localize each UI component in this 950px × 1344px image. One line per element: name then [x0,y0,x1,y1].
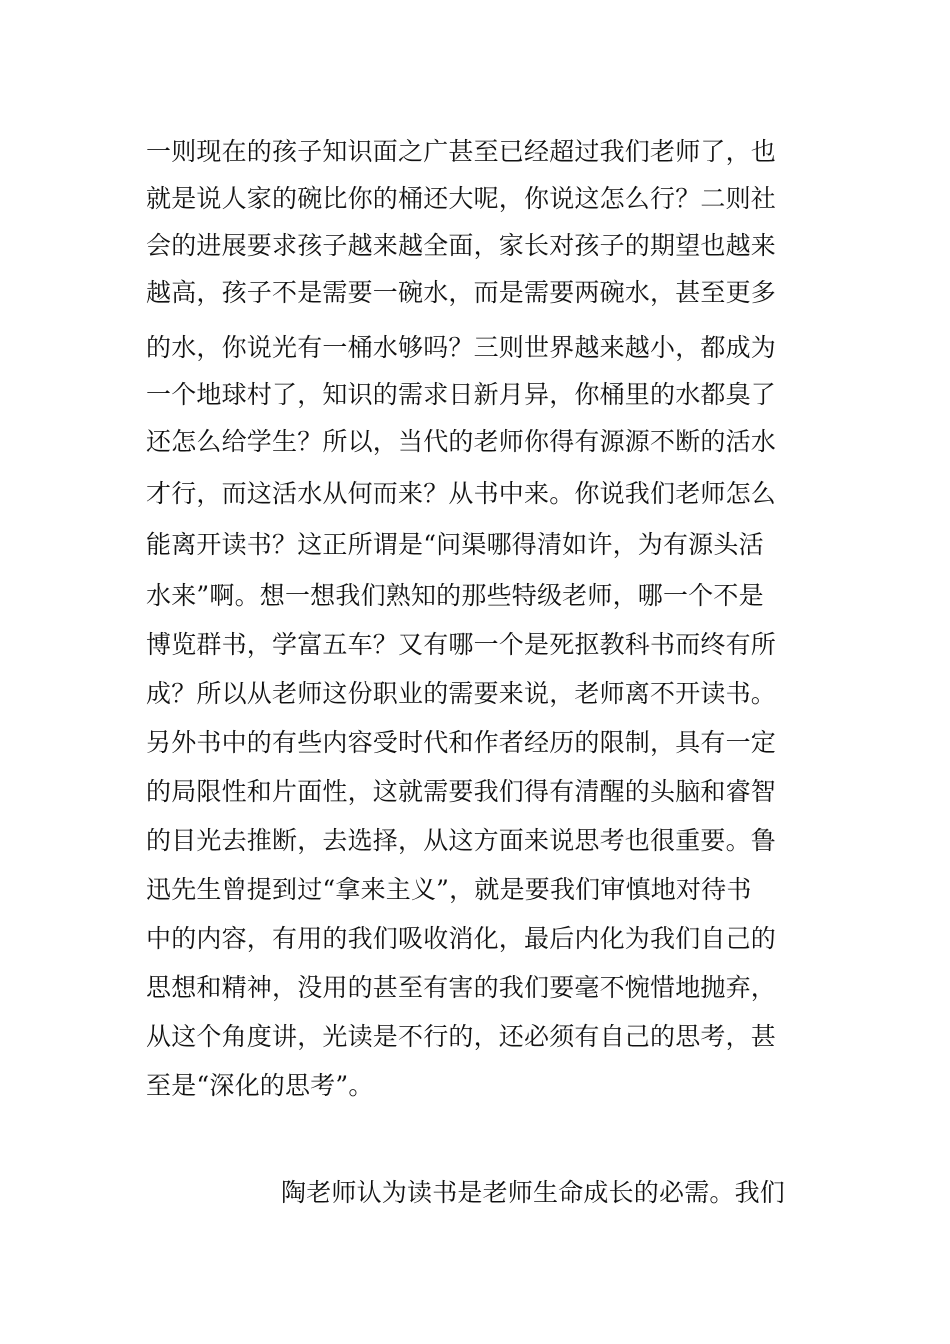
text-line: 才行，而这活水从何而来？从书中来。你说我们老师怎么 [146,479,777,508]
text-line: 至是“深化的思考”。 [146,1071,374,1100]
text-line: 迅先生曾提到过“拿来主义”，就是要我们审慎地对待书 [146,875,752,904]
text-line: 水来”啊。想一想我们熟知的那些特级老师，哪一个不是 [146,581,764,610]
text-line: 思想和精神，没用的甚至有害的我们要毫不惋惜地抛弃， [146,973,777,1002]
text-line: 从这个角度讲，光读是不行的，还必须有自己的思考，甚 [146,1022,777,1051]
text-line: 博览群书，学富五车？又有哪一个是死抠教科书而终有所 [146,630,777,659]
text-line: 中的内容，有用的我们吸收消化，最后内化为我们自己的 [146,924,777,953]
text-line: 就是说人家的碗比你的桶还大呢，你说这怎么行？二则社 [146,184,777,213]
text-line: 的水，你说光有一桶水够吗？三则世界越来越小，都成为 [146,333,777,362]
text-line: 另外书中的有些内容受时代和作者经历的限制，具有一定 [146,728,777,757]
text-line: 一则现在的孩子知识面之广甚至已经超过我们老师了，也 [146,137,777,166]
text-line: 还怎么给学生？所以，当代的老师你得有源源不断的活水 [146,427,777,456]
text-line: 成？所以从老师这份职业的需要来说，老师离不开读书。 [146,679,777,708]
text-line: 的目光去推断，去选择，从这方面来说思考也很重要。鲁 [146,826,777,855]
text-line-indented: 陶老师认为读书是老师生命成长的必需。我们 [281,1178,786,1207]
text-line: 的局限性和片面性，这就需要我们得有清醒的头脑和睿智 [146,777,777,806]
text-line: 能离开读书？这正所谓是“问渠哪得清如许，为有源头活 [146,530,764,559]
text-line: 一个地球村了，知识的需求日新月异，你桶里的水都臭了 [146,380,777,409]
text-line: 会的进展要求孩子越来越全面，家长对孩子的期望也越来 [146,231,777,260]
text-line: 越高，孩子不是需要一碗水，而是需要两碗水，甚至更多 [146,278,777,307]
